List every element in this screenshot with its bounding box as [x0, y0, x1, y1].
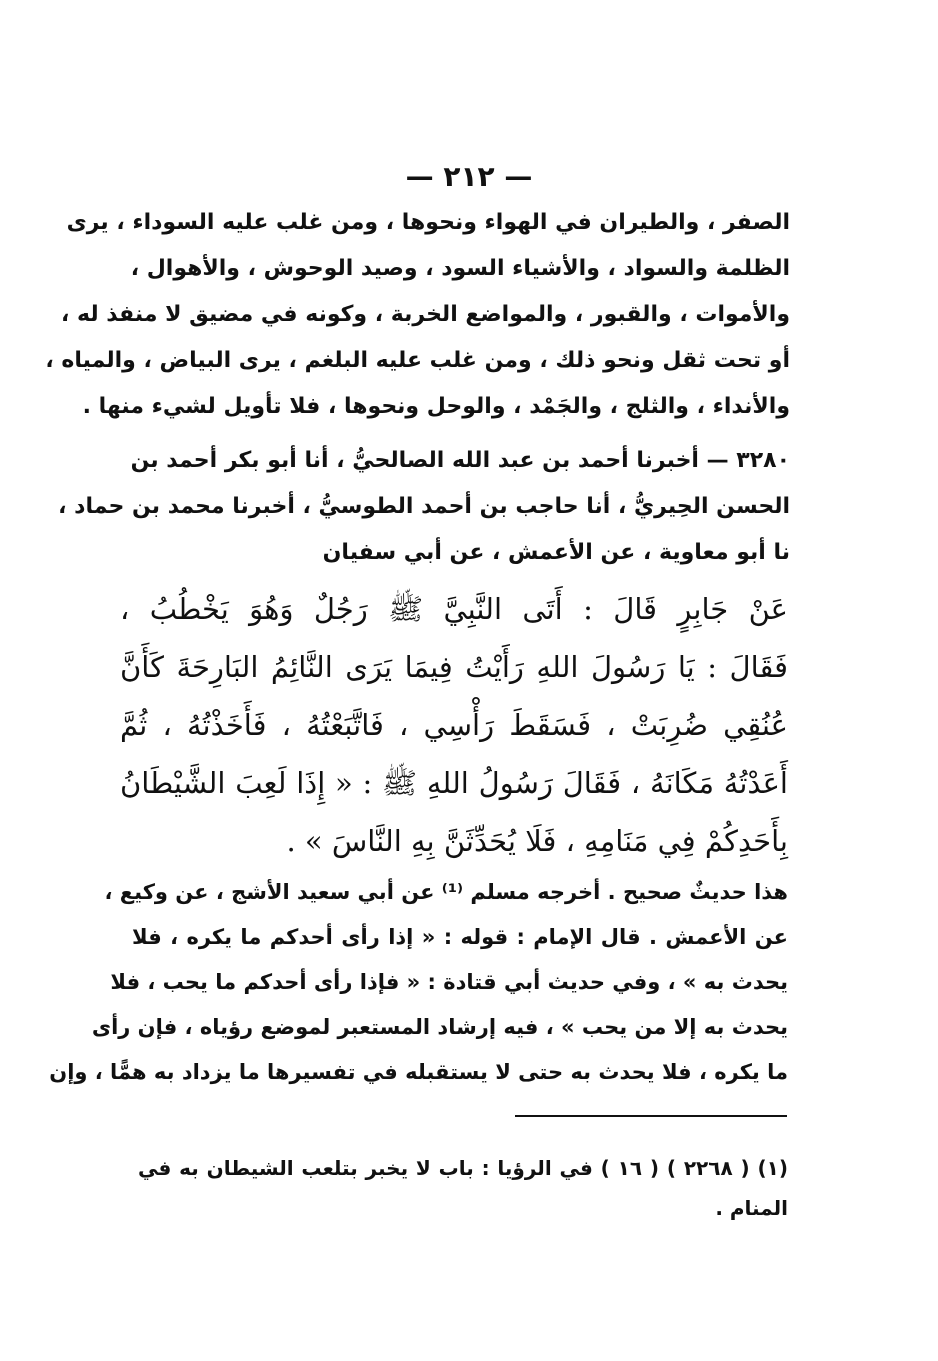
text-line: يحدث به إلا من يحب » ، فيه إرشاد المستعبر لموضع رؤياه ، فإن رأى: [91, 1015, 788, 1039]
text-line: المنام .: [715, 1196, 788, 1220]
text-line: عن الأعمش . قال الإمام : قوله : « إذا رأى أحدكم ما يكره ، فلا: [132, 925, 788, 949]
text-line: يحدث به » ، وفي حديث أبي قتادة : « فإذا رأى أحدكم ما يحب ، فلا: [110, 970, 788, 994]
text-line: نا أبو معاوية ، عن الأعمش ، عن أبي سفيان: [322, 540, 790, 565]
text-line: والأموات ، والقبور ، والمواضع الخربة ، وكونه في مضيق لا منفذ له ،: [61, 302, 790, 327]
footnote-divider: [515, 1115, 787, 1117]
text-line: فَقَالَ : يَا رَسُولَ اللهِ رَأَيْتُ فِيمَا يَرَى النَّائِمُ البَارِحَةَ كَأَنَّ: [120, 650, 788, 684]
text-line: عَنْ جَابِرٍ قَالَ : أَتَى النَّبِيَّ ﷺ رَجُلٌ وَهُوَ يَخْطُبُ ،: [120, 592, 788, 626]
text-line: عُنُقِي ضُرِبَتْ ، فَسَقَطَ رَأْسِي ، فَاتَّبَعْتُهُ ، فَأَخَذْتُهُ ، ثُمَّ: [120, 708, 788, 742]
text-line: (١) ( ٢٢٦٨ ) ( ١٦ ) في الرؤيا : باب لا يخبر بتلعب الشيطان به في: [138, 1156, 788, 1180]
text-line: الحسن الحِيريُّ ، أنا حاجب بن أحمد الطوسيُّ ، أخبرنا محمد بن حماد ،: [58, 494, 790, 519]
text-line: بِأَحَدِكُمْ فِي مَنَامِهِ ، فَلَا يُحَدِّثَنَّ بِهِ النَّاسَ » .: [286, 824, 788, 858]
commentary-paragraph: [45, 200, 790, 430]
commentary-after-paragraph: [49, 870, 788, 1095]
text-line: والأنداء ، والثلج ، والجَمْد ، والوحل ونحوها ، فلا تأويل لشيء منها .: [82, 394, 790, 419]
text-line: أَعَدْتُهُ مَكَانَهُ ، فَقَالَ رَسُولُ اللهِ ﷺ : « إِذَا لَعِبَ الشَّيْطَانُ: [120, 766, 788, 800]
footnote: [138, 1148, 788, 1228]
text-line: هذا حديثٌ صحيح . أخرجه مسلم ⁽¹⁾ عن أبي سعيد الأشج ، عن وكيع ،: [104, 880, 788, 904]
isnad-paragraph: [58, 438, 790, 576]
text-line: ما يكره ، فلا يحدث به حتى لا يستقبله في تفسيرها ما يزداد به همًّا ، وإن: [49, 1060, 788, 1084]
page-number: — ٢١٢ —: [405, 160, 533, 193]
hadith-text: [120, 580, 788, 870]
text-line: ٣٢٨٠ — أخبرنا أحمد بن عبد الله الصالحيُّ ، أنا أبو بكر أحمد بن: [130, 448, 790, 473]
text-line: الظلمة والسواد ، والأشياء السود ، وصيد الوحوش ، والأهوال ،: [130, 256, 790, 281]
text-line: الصفر ، والطيران في الهواء ونحوها ، ومن غلب عليه السوداء ، يرى: [66, 210, 790, 235]
text-line: أو تحت ثقل ونحو ذلك ، ومن غلب عليه البلغم ، يرى البياض ، والمياه ،: [45, 348, 790, 373]
